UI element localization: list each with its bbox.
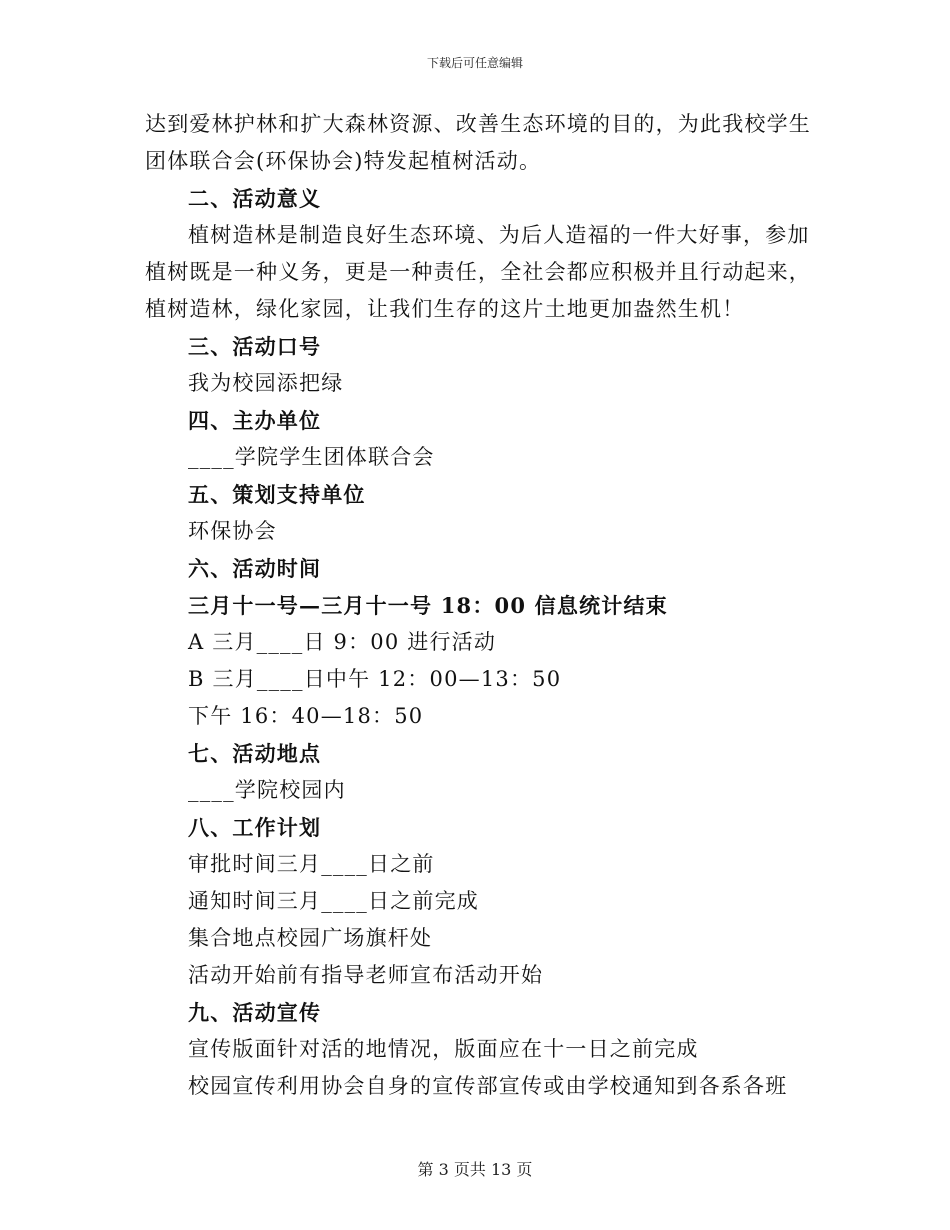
paragraph-line: 环保协会 xyxy=(188,519,277,543)
section-heading: 七、活动地点 xyxy=(188,741,322,766)
paragraph-line: 活动开始前有指导老师宣布活动开始 xyxy=(188,963,544,987)
page-footer: 第 3 页共 13 页 xyxy=(417,1160,533,1179)
section-heading: 六、活动时间 xyxy=(188,556,322,581)
section-heading: 四、主办单位 xyxy=(188,408,322,433)
section-heading: 二、活动意义 xyxy=(188,186,322,211)
paragraph-line: 通知时间三月____日之前完成 xyxy=(188,889,479,913)
paragraph-line: A 三月____日 9：00 进行活动 xyxy=(188,630,497,654)
section-heading: 九、活动宣传 xyxy=(188,1000,322,1025)
section-heading: 八、工作计划 xyxy=(188,815,322,840)
paragraph-line: 达到爱林护林和扩大森林资源、改善生态环境的目的，为此我校学生 xyxy=(145,112,811,136)
paragraph-line: 宣传版面针对活的地情况，版面应在十一日之前完成 xyxy=(188,1037,699,1061)
paragraph-line: 校园宣传利用协会自身的宣传部宣传或由学校通知到各系各班 xyxy=(188,1074,788,1098)
paragraph-line: ____学院校园内 xyxy=(188,778,346,802)
page-header: 下载后可任意编辑 xyxy=(426,56,523,70)
section-heading: 五、策划支持单位 xyxy=(188,482,366,507)
paragraph-line: 植树造林，绿化家园，让我们生存的这片土地更加盎然生机！ xyxy=(145,297,745,321)
paragraph-line: 集合地点校园广场旗杆处 xyxy=(188,926,433,950)
paragraph-line: ____学院学生团体联合会 xyxy=(188,445,435,469)
section-heading: 三、活动口号 xyxy=(188,334,322,359)
paragraph-line: 植树造林是制造良好生态环境、为后人造福的一件大好事，参加 xyxy=(188,223,810,247)
document-body xyxy=(145,106,810,1105)
paragraph-line: 我为校园添把绿 xyxy=(188,371,344,395)
paragraph-line: 审批时间三月____日之前 xyxy=(188,852,435,876)
paragraph-line: 下午 16：40—18：50 xyxy=(188,704,424,728)
paragraph-line: 植树既是一种义务，更是一种责任，全社会都应积极并且行动起来， xyxy=(145,260,811,284)
paragraph-line: B 三月____日中午 12：00—13：50 xyxy=(188,667,562,691)
paragraph-line: 团体联合会(环保协会)特发起植树活动。 xyxy=(145,149,542,173)
section-heading: 三月十一号—三月十一号 18：00 信息统计结束 xyxy=(188,593,668,618)
